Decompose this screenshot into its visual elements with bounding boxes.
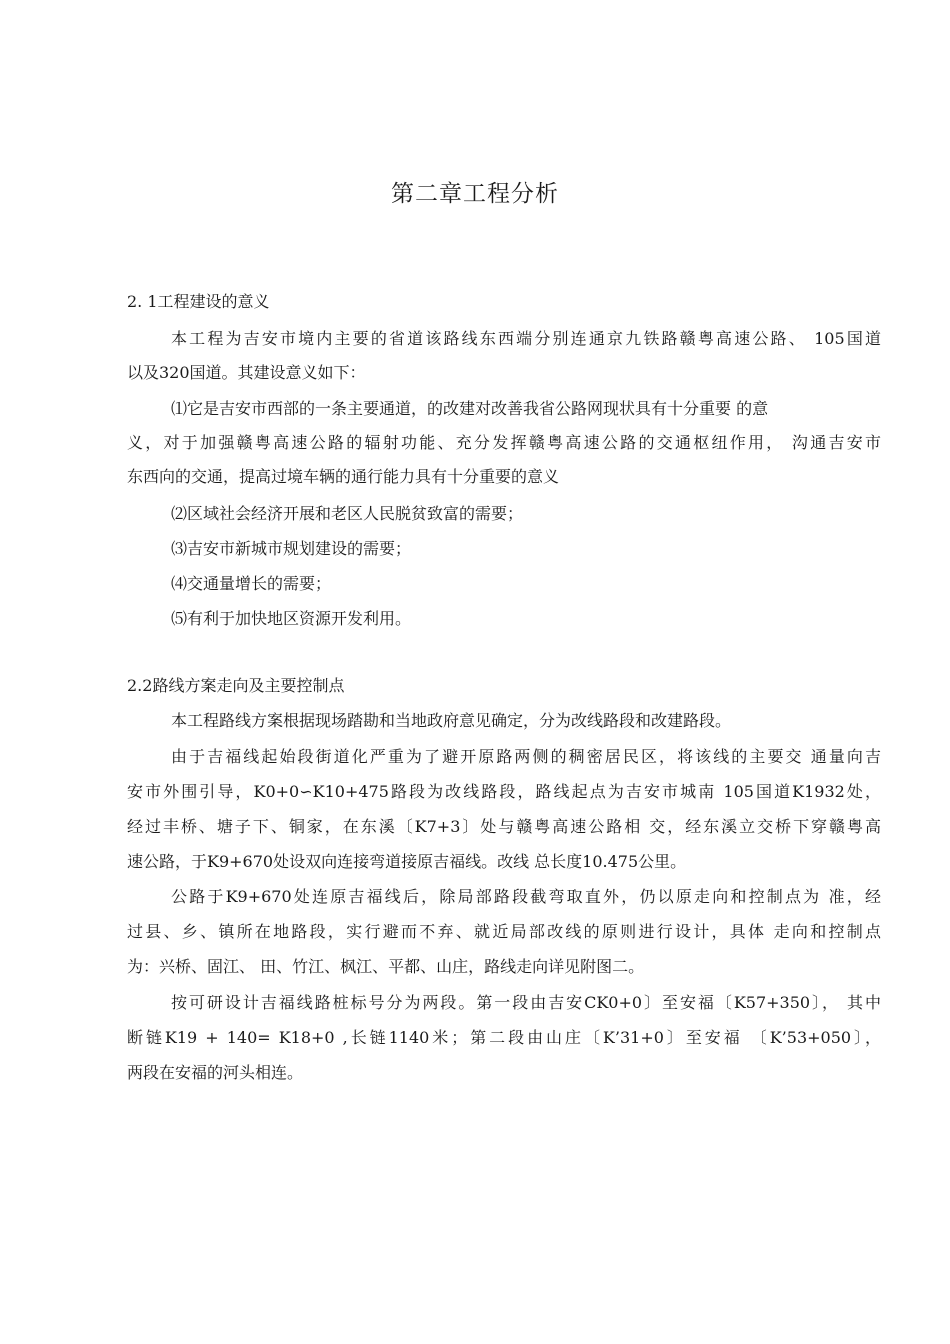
text-line: 两段在安福的河头相连。: [127, 1063, 304, 1082]
text-line: 按可研设计吉福线路桩标号分为两段。第一段由吉安CK0+0〕至安福〔K57+350〕， 其中: [171, 993, 881, 1012]
text-line: 东西向的交通，提高过境车辆的通行能力具有十分重要的意义: [127, 467, 560, 486]
text-line: 速公路，于K9+670处设双向连接弯道接原吉福线。改线 总长度10.475公里。: [127, 852, 687, 871]
section-2-1-item-5: ⑸有利于加快地区资源开发利用。: [171, 609, 412, 628]
text-line: 为：兴桥、固江、 田、竹江、枫江、平都、山庄，路线走向详见附图二。: [127, 957, 645, 976]
text-line: 断链K19 + 140= K18+0 ,长链1140米；第二段由山庄〔K’31+0〕至安福 〔K’53+050〕，: [127, 1028, 881, 1047]
text-line: 本工程为吉安市境内主要的省道该路线东西端分别连通京九铁路赣粤高速公路、 105国道: [171, 329, 881, 348]
text-line: 由于吉福线起始段街道化严重为了避开原路两侧的稠密居民区，将该线的主要交 通量向吉: [171, 747, 881, 766]
section-2-1-item-4: ⑷交通量增长的需要；: [171, 574, 332, 593]
text-line: 过县、乡、镇所在地路段，实行避而不弃、就近局部改线的原则进行设计，具体 走向和控制点: [127, 922, 881, 941]
text-line: 义，对于加强赣粤高速公路的辐射功能、充分发挥赣粤高速公路的交通枢纽作用， 沟通吉安市: [127, 433, 881, 452]
chapter-title: 第二章工程分析: [391, 181, 559, 207]
section-2-1-item-3: ⑶吉安市新城市规划建设的需要；: [171, 539, 412, 558]
text-line: 以及320国道。其建设意义如下：: [127, 363, 366, 382]
text-line: ⑴它是吉安市西部的一条主要通道，的改建对改善我省公路网现状具有十分重要 的意: [171, 399, 769, 418]
section-2-2-paragraph-1: 本工程路线方案根据现场踏勘和当地政府意见确定，分为改线路段和改建路段。: [171, 711, 732, 730]
section-heading-2-1: 2. 1工程建设的意义: [127, 292, 270, 311]
section-heading-2-2: 2.2路线方案走向及主要控制点: [127, 676, 345, 695]
text-line: 安市外围引导，K0+0∽K10+475路段为改线路段，路线起点为吉安市城南 105国道K1932处，: [127, 782, 881, 801]
text-line: 公路于K9+670处连原吉福线后，除局部路段截弯取直外，仍以原走向和控制点为 准，经: [171, 887, 881, 906]
text-line: 经过丰桥、塘子下、铜家，在东溪〔K7+3〕处与赣粤高速公路相 交，经东溪立交桥下穿赣粤高: [127, 817, 881, 836]
section-2-1-item-2: ⑵区域社会经济开展和老区人民脱贫致富的需要；: [171, 504, 524, 523]
